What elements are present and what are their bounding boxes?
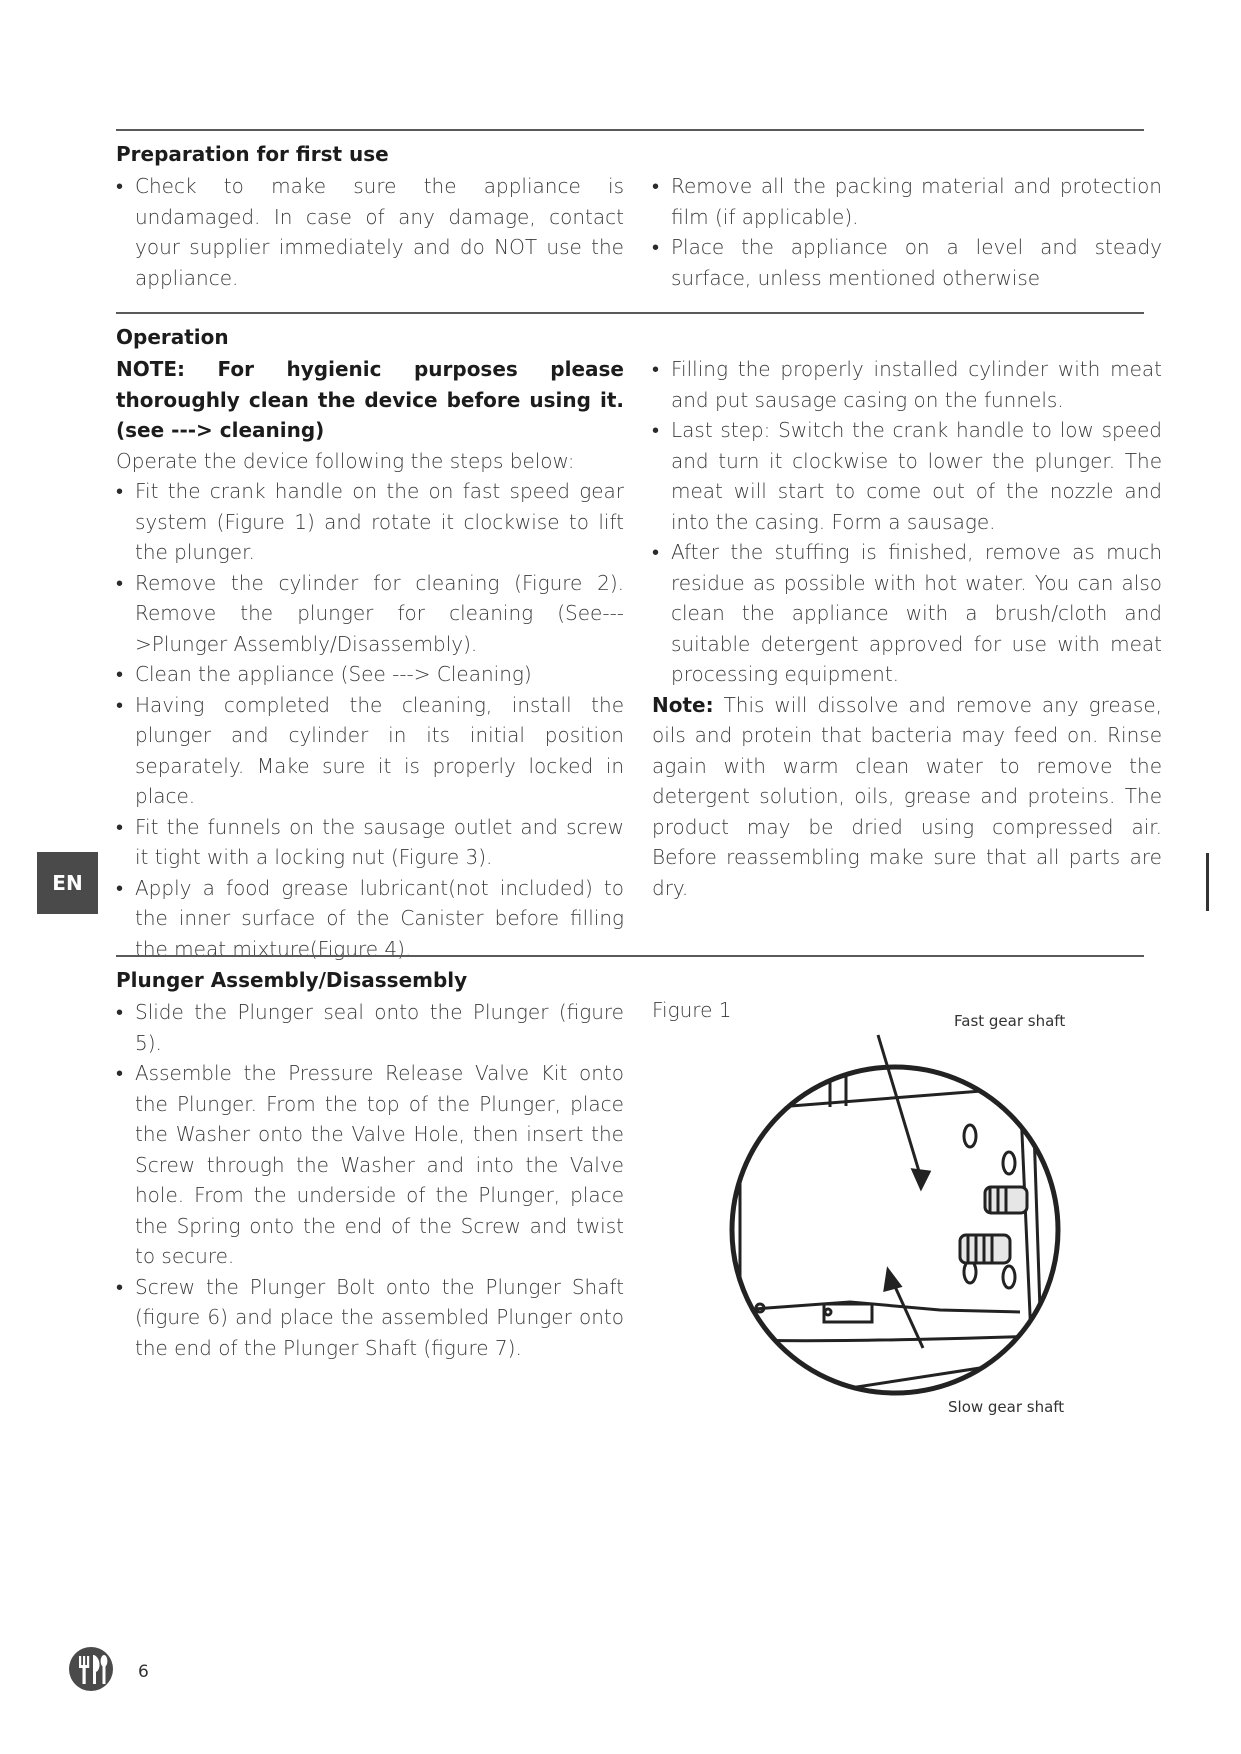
list-item: • Check to make sure the appliance is undamaged. In case of any damage, contact your supplier immediately and do NOT use the appliance. bbox=[116, 171, 624, 293]
language-tab: EN bbox=[37, 852, 98, 914]
list-item: • Last step: Switch the crank handle to low speed and turn it clockwise to lower the plunger. The meat will start to come out of the nozzle and into the casing. Form a sausage. bbox=[652, 415, 1162, 537]
section-title-preparation: Preparation for first use bbox=[116, 142, 389, 166]
cutlery-logo-icon bbox=[68, 1646, 114, 1692]
figure-caption: Figure 1 bbox=[652, 998, 732, 1022]
note-text: This will dissolve and remove any grease, oils and protein that bacteria may feed on. Rinse again with warm clean water to remove the detergent solution, oils, grease and proteins. The product may be dried using compressed air. Before reassembling make sure that all parts are dry. bbox=[652, 692, 1162, 900]
list-item: • After the stuffing is finished, remove as much residue as possible with hot water. You can also clean the appliance with a brush/cloth and suitable detergent approved for use with meat processing equipment. bbox=[652, 537, 1162, 690]
divider-rule bbox=[116, 129, 1144, 131]
plunger-left-column bbox=[116, 997, 624, 1363]
divider-rule bbox=[116, 955, 1144, 957]
list-item: • Slide the Plunger seal onto the Plunger (figure 5). bbox=[116, 997, 624, 1058]
list-item: • Apply a food grease lubricant(not included) to the inner surface of the Canister before filling the meat mixture(Figure 4). bbox=[116, 873, 624, 965]
list-item: • Remove the cylinder for cleaning (Figure 2). Remove the plunger for cleaning (See--->Plunger Assembly/Disassembly). bbox=[116, 568, 624, 660]
section-title-operation: Operation bbox=[116, 325, 229, 349]
list-item: • Having completed the cleaning, install the plunger and cylinder in its initial position separately. Make sure it is properly locked in place. bbox=[116, 690, 624, 812]
list-item: • Filling the properly installed cylinder with meat and put sausage casing on the funnels. bbox=[652, 354, 1162, 415]
gear-shaft-illustration bbox=[720, 1010, 1080, 1410]
list-item: • Screw the Plunger Bolt onto the Plunger Shaft (figure 6) and place the assembled Plunger onto the end of the Plunger Shaft (figure 7). bbox=[116, 1272, 624, 1364]
divider-rule bbox=[116, 312, 1144, 314]
note-label: Note: bbox=[652, 692, 714, 717]
callout-fast-gear: Fast gear shaft bbox=[954, 1012, 1066, 1030]
prep-left-column bbox=[116, 171, 624, 293]
section-title-plunger: Plunger Assembly/Disassembly bbox=[116, 968, 468, 992]
list-item: • Remove all the packing material and protection film (if applicable). bbox=[652, 171, 1162, 232]
prep-right-column bbox=[652, 171, 1162, 293]
callout-slow-gear: Slow gear shaft bbox=[948, 1398, 1065, 1416]
rinse-note bbox=[652, 690, 1162, 904]
page-number: 6 bbox=[138, 1662, 149, 1682]
list-item: • Fit the crank handle on the on fast speed gear system (Figure 1) and rotate it clockwise to lift the plunger. bbox=[116, 476, 624, 568]
operation-right-column bbox=[652, 354, 1162, 903]
list-item: • Assemble the Pressure Release Valve Kit onto the Plunger. From the top of the Plunger, place the Washer onto the Valve Hole, then insert the Screw through the Washer and into the Valve hole. From the underside of the Plunger, place the Spring onto the end of the Screw and twist to secure. bbox=[116, 1058, 624, 1272]
hygiene-note: NOTE: For hygienic purposes please thoroughly clean the device before using it. (see ---> cleaning) bbox=[116, 357, 624, 442]
list-item: • Fit the funnels on the sausage outlet and screw it tight with a locking nut (Figure 3). bbox=[116, 812, 624, 873]
list-item: • Place the appliance on a level and steady surface, unless mentioned otherwise bbox=[652, 232, 1162, 293]
margin-marker bbox=[1206, 853, 1209, 911]
list-item: • Clean the appliance (See ---> Cleaning) bbox=[116, 659, 624, 690]
operation-left-column bbox=[116, 354, 624, 964]
operation-intro: Operate the device following the steps below: bbox=[116, 448, 575, 473]
